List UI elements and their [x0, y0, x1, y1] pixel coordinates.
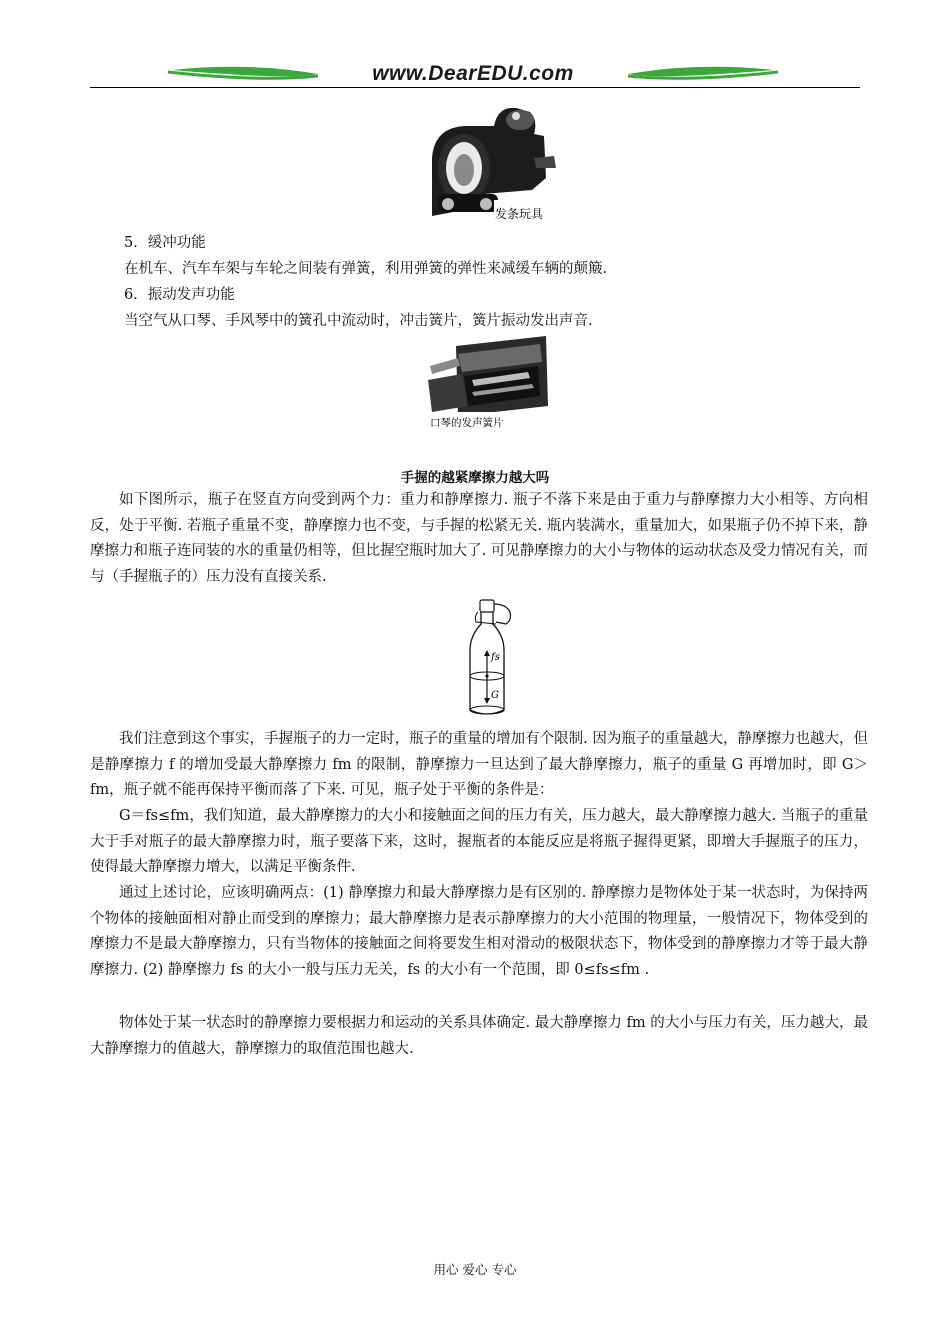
paragraph-5: 物体处于某一状态时的静摩擦力要根据力和运动的关系具体确定. 最大静摩擦力 fm 的大小与压力有关，压力越大，最大静摩擦力的值越大，静摩擦力的取值范围也越大. [90, 1015, 868, 1057]
bottle-label-fs: fs [491, 652, 500, 663]
paragraph-3: G＝fs≤fm，我们知道，最大静摩擦力的大小和接触面之间的压力有关，压力越大，最大静摩擦力越大. 当瓶子的重量大于手对瓶子的最大静摩擦力时，瓶子要落下来，这时，握瓶者的本能反应是将瓶子握得更紧，即增大手握瓶子的压力，使得最大静摩擦力增大，以满足平衡条件. [90, 808, 868, 875]
harmonica-caption: 口琴的发声簧片 [430, 417, 504, 429]
footer-text: 用心 爱心 专心 [433, 1262, 517, 1277]
item-5-text: 在机车、汽车车架与车轮之间装有弹簧，利用弹簧的弹性来减缓车辆的颠簸. [124, 261, 608, 277]
item-6-text: 当空气从口琴、手风琴中的簧孔中流动时，冲击簧片，簧片振动发出声音. [124, 313, 593, 329]
toy-caption: 发条玩具 [495, 207, 544, 221]
item-5-heading: 5．缓冲功能 [124, 235, 206, 251]
site-logo-text: www.DearEDU.com [372, 62, 574, 85]
wind-up-toy-image [424, 98, 558, 222]
bottle-label-g: G [491, 690, 499, 701]
bottle-force-diagram [462, 598, 516, 720]
item-6-heading: 6．振动发声功能 [124, 287, 235, 303]
paragraph-4: 通过上述讨论，应该明确两点：(1) 静摩擦力和最大静摩擦力是有区别的. 静摩擦力是物体处于某一状态时，为保持两个物体的接触面相对静止而受到的摩擦力；最大静摩擦力是表示静摩擦力的大小范围的物理量，一般情况下，物体受到的摩擦力不是最大静摩擦力，只有当物体的接触面之间将要发生相对滑动的极限状态下，物体受到的静摩擦力才等于最大静摩擦力. (2) 静摩擦力 fs 的大小一般与压力无关，fs 的大小有一个范围，即 0≤fs≤fm . [90, 885, 868, 978]
section-title: 手握的越紧摩擦力越大吗 [400, 470, 550, 486]
paragraph-2: 我们注意到这个事实，手握瓶子的力一定时，瓶子的重量的增加有个限制. 因为瓶子的重量越大，静摩擦力也越大，但是静摩擦力 f 的增加受最大静摩擦力 fm 的限制，静摩擦力一旦达到了最大静摩擦力，瓶子的重量 G 再增加时，即 G＞fm，瓶子就不能再保持平衡而落了下来. 可见，瓶子处于平衡的条件是： [90, 731, 868, 798]
paragraph-1: 如下图所示，瓶子在竖直方向受到两个力：重力和静摩擦力. 瓶子不落下来是由于重力与静摩擦力大小相等、方向相反，处于平衡. 若瓶子重量不变，静摩擦力也不变，与手握的松紧无关. 瓶内装满水，重量加大，如果瓶子仍不掉下来，静摩擦力和瓶子连同装的水的重量仍相等，但比握空瓶时加大了. 可见静摩擦力的大小与物体的运动状态及受力情况有关，而与（手握瓶子的）压力没有直接关系. [90, 492, 868, 585]
